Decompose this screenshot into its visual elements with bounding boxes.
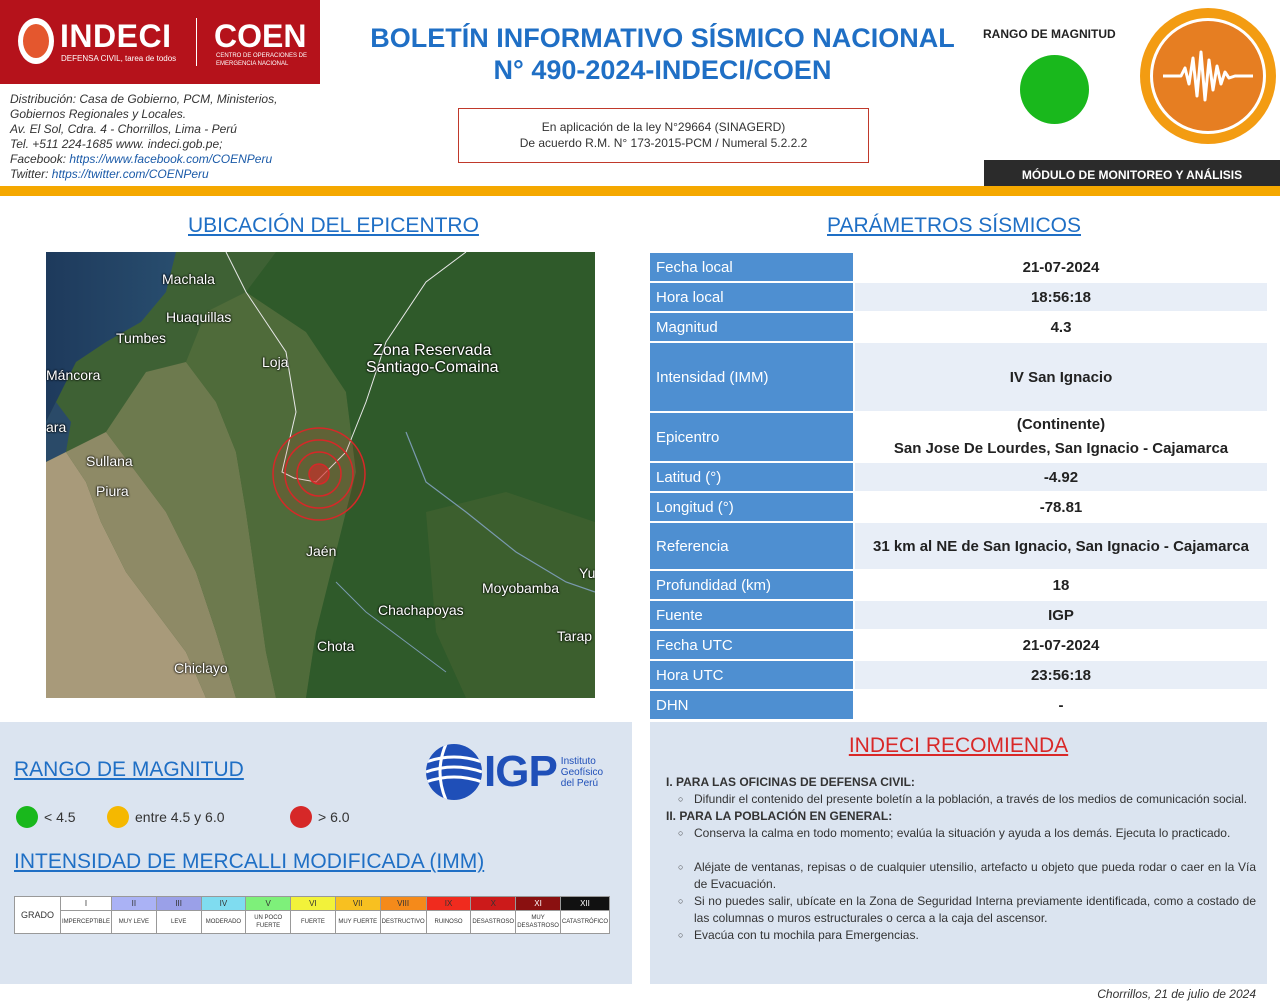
imm-level-description: DESASTROSO [472, 919, 515, 925]
imm-level-description: LEVE [170, 919, 187, 925]
rec-item: ○ Si no puedes salir, ubícate en la Zona de Seguridad Interna previamente identificada, como a costado de las columnas o muros estructurales o cerca a la caja del ascensor. [694, 893, 1256, 927]
seismic-parameters-table [650, 251, 1267, 721]
param-row [650, 571, 1267, 599]
law-line-2: De acuerdo R.M. N° 173-2015-PCM / Numeral 5.2.2.2 [519, 136, 808, 150]
param-row [650, 463, 1267, 491]
seismograph-logo-icon [1140, 8, 1276, 144]
twitter-label: Twitter: [10, 167, 52, 181]
param-row [650, 691, 1267, 719]
map-label-chiclayo: Chiclayo [174, 660, 228, 676]
legend-item-high [290, 806, 350, 828]
param-value: 21-07-2024 [855, 253, 1267, 281]
magnitude-legend-panel [0, 722, 632, 984]
green-dot-icon [16, 806, 38, 828]
imm-level-description: UN POCO FUERTE [254, 915, 283, 929]
igp-subtitle [561, 756, 603, 789]
param-row [650, 283, 1267, 311]
param-value: IV San Ignacio [855, 343, 1267, 411]
imm-level-description: DESTRUCTIVO [381, 919, 425, 925]
contact-line: Distribución: Casa de Gobierno, PCM, Ministerios, [10, 92, 278, 106]
param-row [650, 413, 1267, 461]
logo-divider [196, 18, 197, 66]
param-value: -78.81 [855, 493, 1267, 521]
contact-line: Gobiernos Regionales y Locales. [10, 107, 187, 121]
imm-level-description: MUY FUERTE [338, 919, 378, 925]
imm-level-xi [516, 897, 561, 933]
param-value: - [855, 691, 1267, 719]
param-row [650, 523, 1267, 569]
title-line-2: N° 490-2024-INDECI/COEN [493, 55, 832, 85]
facebook-line [10, 152, 310, 167]
legend-label: < 4.5 [44, 809, 76, 825]
param-value: IGP [855, 601, 1267, 629]
imm-level-iv [202, 897, 247, 933]
imm-level-number: XII [561, 897, 609, 911]
magnitude-indicator-dot [1020, 55, 1089, 124]
map-label-loja: Loja [262, 354, 289, 370]
param-row [650, 601, 1267, 629]
imm-level-x [471, 897, 516, 933]
recommendations-title: INDECI RECOMIENDA [848, 734, 1069, 757]
law-line-1: En aplicación de la ley N°29664 (SINAGERD) [541, 120, 786, 134]
rec-heading-1: I. PARA LAS OFICINAS DE DEFENSA CIVIL: [666, 775, 915, 789]
map-label-piura: Piura [96, 483, 129, 499]
imm-scale-table [14, 896, 610, 934]
epicenter-line-1: (Continente) [1016, 416, 1106, 433]
param-value-multiline [855, 413, 1267, 461]
legend-item-mid [107, 806, 225, 828]
imm-level-number: XI [516, 897, 560, 911]
igp-logo [426, 744, 603, 800]
zona-line-1: Zona Reservada [373, 342, 492, 359]
imm-level-description: CATASTRÓFICO [561, 919, 609, 925]
rec-heading-2: II. PARA LA POBLACIÓN EN GENERAL: [666, 809, 893, 823]
law-box [458, 108, 869, 163]
param-key: Hora local [650, 283, 855, 311]
imm-level-description: IMPERCEPTIBLE [62, 919, 111, 925]
imm-level-number: IV [202, 897, 246, 911]
imm-level-description: MUY DESASTROSO [517, 915, 559, 929]
param-value: -4.92 [855, 463, 1267, 491]
facebook-label: Facebook: [10, 152, 70, 166]
imm-level-number: III [157, 897, 201, 911]
param-key: Intensidad (IMM) [650, 343, 855, 411]
footer-date: Chorrillos, 21 de julio de 2024 [1097, 987, 1256, 1001]
imm-level-description: RUINOSO [434, 919, 463, 925]
rec-item: ○ Conserva la calma en todo momento; evalúa la situación y ayuda a los demás. Ejecuta lo practicado. [694, 825, 1256, 842]
map-label-jaen: Jaén [306, 543, 337, 559]
imm-level-ix [427, 897, 472, 933]
map-label-huaquillas: Huaquillas [166, 309, 232, 325]
indeci-name: INDECI [60, 18, 172, 54]
param-key: Fuente [650, 601, 855, 629]
imm-level-description: MUY LEVE [118, 919, 150, 925]
map-label-tarap: Tarap [557, 628, 593, 644]
facebook-link[interactable]: https://www.facebook.com/COENPeru [69, 152, 273, 166]
param-value: 18:56:18 [855, 283, 1267, 311]
map-label-sullana: Sullana [86, 453, 133, 469]
rec-list-2 [694, 825, 1256, 944]
param-key: Fecha UTC [650, 631, 855, 659]
igp-name: IGP [484, 747, 557, 796]
imm-level-iii [157, 897, 202, 933]
red-dot-icon [290, 806, 312, 828]
param-row [650, 343, 1267, 411]
imm-grado-label: GRADO [15, 897, 61, 933]
param-key: Hora UTC [650, 661, 855, 689]
imm-level-number: V [246, 897, 290, 911]
imm-level-xii [561, 897, 609, 933]
igp-sub-line: del Perú [560, 777, 599, 789]
igp-sub-line: Instituto [560, 755, 596, 767]
imm-level-vii [336, 897, 381, 933]
map-label-tumbes: Tumbes [116, 330, 167, 346]
epicenter-map[interactable] [46, 252, 595, 698]
contact-info [10, 92, 310, 182]
imm-level-number: VI [291, 897, 335, 911]
twitter-link[interactable]: https://twitter.com/COENPeru [51, 167, 209, 181]
contact-line: Tel. +511 224-1685 www. indeci.gob.pe; [10, 137, 223, 151]
epicenter-section-title: UBICACIÓN DEL EPICENTRO [188, 214, 479, 237]
param-value: 31 km al NE de San Ignacio, San Ignacio - Cajamarca [855, 523, 1267, 569]
param-key: DHN [650, 691, 855, 719]
rec-list-1 [694, 791, 1256, 808]
rec-item: ○ Evacúa con tu mochila para Emergencias. [694, 927, 1256, 944]
param-value: 4.3 [855, 313, 1267, 341]
imm-level-number: VII [336, 897, 380, 911]
param-row [650, 661, 1267, 689]
twitter-line [10, 167, 310, 182]
header-divider [0, 186, 1280, 196]
imm-title: INTENSIDAD DE MERCALLI MODIFICADA (IMM) [14, 850, 485, 873]
epicenter-line-2: San Jose De Lourdes, San Ignacio - Cajamarca [893, 440, 1229, 457]
param-key: Referencia [650, 523, 855, 569]
indeci-tagline: DEFENSA CIVIL, tarea de todos [61, 54, 177, 63]
imm-level-number: VIII [381, 897, 426, 911]
param-key: Longitud (°) [650, 493, 855, 521]
contact-line: Av. El Sol, Cdra. 4 - Chorrillos, Lima - Perú [10, 122, 237, 136]
imm-level-description: MODERADO [205, 919, 242, 925]
rango-magnitud-header: RANGO DE MAGNITUD [983, 27, 1116, 41]
recommendations-panel [650, 722, 1267, 984]
imm-level-description: FUERTE [301, 919, 325, 925]
map-label-ara: ara [46, 419, 67, 435]
imm-level-i [61, 897, 112, 933]
map-label-moyobamba: Moyobamba [482, 580, 560, 596]
legend-item-low [16, 806, 76, 828]
zona-line-2: Santiago-Comaina [366, 359, 499, 376]
imm-level-number: II [112, 897, 156, 911]
map-label-zona-reservada [366, 342, 499, 376]
param-row [650, 253, 1267, 281]
params-section-title: PARÁMETROS SÍSMICOS [827, 214, 1081, 237]
imm-level-ii [112, 897, 157, 933]
indeci-coen-logo [0, 0, 320, 84]
param-value: 21-07-2024 [855, 631, 1267, 659]
map-label-chota: Chota [317, 638, 355, 654]
imm-level-v [246, 897, 291, 933]
param-key: Fecha local [650, 253, 855, 281]
imm-level-number: I [61, 897, 111, 911]
legend-label: > 6.0 [318, 809, 350, 825]
igp-sub-line: Geofísico [560, 766, 604, 778]
indeci-emblem-icon [18, 18, 54, 64]
map-label-chachapoyas: Chachapoyas [378, 602, 464, 618]
bulletin-title [350, 22, 975, 86]
coen-tagline: CENTRO DE OPERACIONES DE EMERGENCIA NACIONAL [216, 53, 308, 67]
imm-level-vi [291, 897, 336, 933]
map-label-yu: Yu [579, 565, 595, 581]
param-row [650, 313, 1267, 341]
coen-name: COEN [214, 18, 307, 54]
param-row [650, 493, 1267, 521]
param-key: Epicentro [650, 413, 855, 461]
param-key: Magnitud [650, 313, 855, 341]
igp-globe-icon [426, 744, 482, 800]
imm-level-viii [381, 897, 427, 933]
imm-level-number: IX [427, 897, 471, 911]
param-value: 23:56:18 [855, 661, 1267, 689]
param-value: 18 [855, 571, 1267, 599]
yellow-dot-icon [107, 806, 129, 828]
title-line-1: BOLETÍN INFORMATIVO SÍSMICO NACIONAL [370, 23, 955, 53]
magnitude-legend-title: RANGO DE MAGNITUD [14, 758, 244, 781]
map-label-mancora: Máncora [46, 367, 101, 383]
param-key: Latitud (°) [650, 463, 855, 491]
recommendations-body [666, 774, 1256, 944]
param-row [650, 631, 1267, 659]
rec-item: ○ Difundir el contenido del presente boletín a la población, a través de los medios de comunicación social. [694, 791, 1256, 808]
param-key: Profundidad (km) [650, 571, 855, 599]
rec-item: ○ Aléjate de ventanas, repisas o de cualquier utensilio, artefacto u objeto que pueda rodar o caer en la Vía de Evacuación. [694, 859, 1256, 893]
imm-level-number: X [471, 897, 515, 911]
map-label-machala: Machala [162, 271, 215, 287]
legend-label: entre 4.5 y 6.0 [135, 809, 225, 825]
modulo-monitoreo-bar: MÓDULO DE MONITOREO Y ANÁLISIS [984, 160, 1280, 186]
